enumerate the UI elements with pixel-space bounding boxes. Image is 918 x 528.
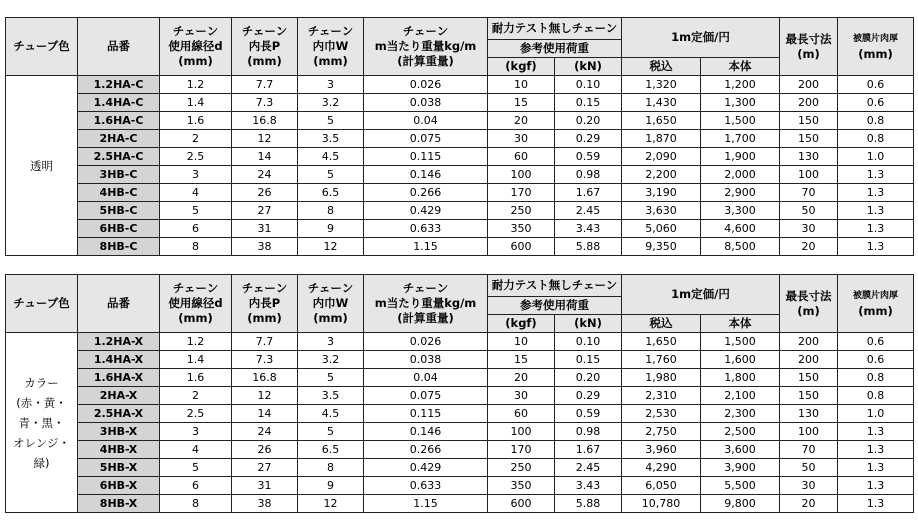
col-group-load-subtitle: 参考使用荷重 xyxy=(488,40,622,58)
inner-length-cell: 38 xyxy=(232,495,298,513)
col-thickness: 被膜片肉厚 (mm) xyxy=(838,18,914,76)
price-base-cell: 1,300 xyxy=(701,94,780,112)
price-tax-in-cell: 2,750 xyxy=(622,423,701,441)
wire-dia-cell: 1.6 xyxy=(160,369,232,387)
table-body xyxy=(6,76,914,256)
price-tax-in-cell: 5,060 xyxy=(622,220,701,238)
wire-dia-cell: 8 xyxy=(160,238,232,256)
inner-width-cell: 6.5 xyxy=(298,441,364,459)
max-length-cell: 20 xyxy=(780,238,838,256)
max-length-cell: 150 xyxy=(780,112,838,130)
max-length-cell: 100 xyxy=(780,423,838,441)
thickness-cell: 0.8 xyxy=(838,387,914,405)
thickness-cell: 1.0 xyxy=(838,148,914,166)
table-header xyxy=(6,275,914,333)
price-base-cell: 2,500 xyxy=(701,423,780,441)
load-kgf-cell: 350 xyxy=(488,220,555,238)
thickness-cell: 1.3 xyxy=(838,495,914,513)
price-tax-in-cell: 3,630 xyxy=(622,202,701,220)
table-row xyxy=(6,495,914,513)
inner-length-cell: 12 xyxy=(232,130,298,148)
inner-width-cell: 8 xyxy=(298,202,364,220)
price-base-cell: 1,600 xyxy=(701,351,780,369)
max-length-cell: 150 xyxy=(780,369,838,387)
price-tax-in-cell: 2,310 xyxy=(622,387,701,405)
wire-dia-cell: 3 xyxy=(160,166,232,184)
col-inner-width: チェーン 内巾W (mm) xyxy=(298,275,364,333)
model-cell: 1.4HA-C xyxy=(78,94,160,112)
inner-length-cell: 12 xyxy=(232,387,298,405)
load-kgf-cell: 350 xyxy=(488,477,555,495)
weight-cell: 0.633 xyxy=(364,220,488,238)
price-tax-in-cell: 3,190 xyxy=(622,184,701,202)
load-kn-cell: 0.59 xyxy=(555,148,622,166)
inner-length-cell: 24 xyxy=(232,423,298,441)
col-load-kgf: (kgf) xyxy=(488,315,555,333)
col-wire-dia: チェーン 使用線径d (mm) xyxy=(160,18,232,76)
max-length-cell: 100 xyxy=(780,166,838,184)
thickness-cell: 1.3 xyxy=(838,166,914,184)
price-base-cell: 5,500 xyxy=(701,477,780,495)
weight-cell: 0.04 xyxy=(364,112,488,130)
inner-width-cell: 3.5 xyxy=(298,130,364,148)
price-base-cell: 1,500 xyxy=(701,112,780,130)
col-tube-color: チューブ色 xyxy=(6,18,78,76)
inner-width-cell: 12 xyxy=(298,495,364,513)
inner-width-cell: 9 xyxy=(298,477,364,495)
weight-cell: 1.15 xyxy=(364,495,488,513)
price-tax-in-cell: 1,650 xyxy=(622,333,701,351)
max-length-cell: 150 xyxy=(780,130,838,148)
weight-cell: 1.15 xyxy=(364,238,488,256)
load-kn-cell: 0.15 xyxy=(555,351,622,369)
price-base-cell: 8,500 xyxy=(701,238,780,256)
col-load-kgf: (kgf) xyxy=(488,58,555,76)
inner-width-cell: 5 xyxy=(298,112,364,130)
max-length-cell: 50 xyxy=(780,459,838,477)
inner-length-cell: 26 xyxy=(232,184,298,202)
price-base-cell: 2,900 xyxy=(701,184,780,202)
inner-length-cell: 7.3 xyxy=(232,94,298,112)
price-base-cell: 1,900 xyxy=(701,148,780,166)
wire-dia-cell: 1.4 xyxy=(160,94,232,112)
price-tax-in-cell: 1,760 xyxy=(622,351,701,369)
model-cell: 2HA-C xyxy=(78,130,160,148)
load-kn-cell: 5.88 xyxy=(555,238,622,256)
load-kgf-cell: 60 xyxy=(488,148,555,166)
load-kgf-cell: 20 xyxy=(488,112,555,130)
weight-cell: 0.266 xyxy=(364,441,488,459)
model-cell: 2HA-X xyxy=(78,387,160,405)
price-base-cell: 1,700 xyxy=(701,130,780,148)
wire-dia-cell: 2.5 xyxy=(160,405,232,423)
load-kgf-cell: 20 xyxy=(488,369,555,387)
load-kn-cell: 0.10 xyxy=(555,76,622,94)
col-max-length: 最長寸法 (m) xyxy=(780,275,838,333)
model-cell: 5HB-C xyxy=(78,202,160,220)
price-tax-in-cell: 1,980 xyxy=(622,369,701,387)
model-cell: 1.6HA-X xyxy=(78,369,160,387)
col-price-tax-in: 税込 xyxy=(622,315,701,333)
inner-width-cell: 4.5 xyxy=(298,148,364,166)
wire-dia-cell: 1.2 xyxy=(160,76,232,94)
price-tax-in-cell: 2,090 xyxy=(622,148,701,166)
model-cell: 1.4HA-X xyxy=(78,351,160,369)
load-kn-cell: 0.98 xyxy=(555,166,622,184)
wire-dia-cell: 4 xyxy=(160,184,232,202)
spec-table-color xyxy=(5,274,914,513)
col-inner-width: チェーン 内巾W (mm) xyxy=(298,18,364,76)
load-kn-cell: 3.43 xyxy=(555,220,622,238)
table-row xyxy=(6,238,914,256)
price-base-cell: 1,500 xyxy=(701,333,780,351)
inner-length-cell: 24 xyxy=(232,166,298,184)
load-kn-cell: 0.10 xyxy=(555,333,622,351)
table-body xyxy=(6,333,914,513)
model-cell: 4HB-X xyxy=(78,441,160,459)
inner-width-cell: 3.2 xyxy=(298,94,364,112)
inner-length-cell: 16.8 xyxy=(232,369,298,387)
max-length-cell: 50 xyxy=(780,202,838,220)
table-row xyxy=(6,184,914,202)
col-price-base: 本体 xyxy=(701,58,780,76)
table-row xyxy=(6,459,914,477)
price-base-cell: 9,800 xyxy=(701,495,780,513)
price-tax-in-cell: 3,960 xyxy=(622,441,701,459)
table-row xyxy=(6,76,914,94)
inner-length-cell: 27 xyxy=(232,459,298,477)
inner-width-cell: 8 xyxy=(298,459,364,477)
inner-width-cell: 3 xyxy=(298,333,364,351)
price-base-cell: 3,900 xyxy=(701,459,780,477)
wire-dia-cell: 5 xyxy=(160,202,232,220)
weight-cell: 0.075 xyxy=(364,387,488,405)
inner-length-cell: 14 xyxy=(232,148,298,166)
price-tax-in-cell: 1,320 xyxy=(622,76,701,94)
model-cell: 8HB-C xyxy=(78,238,160,256)
max-length-cell: 200 xyxy=(780,351,838,369)
wire-dia-cell: 8 xyxy=(160,495,232,513)
load-kgf-cell: 170 xyxy=(488,184,555,202)
thickness-cell: 0.8 xyxy=(838,369,914,387)
load-kn-cell: 3.43 xyxy=(555,477,622,495)
load-kgf-cell: 30 xyxy=(488,130,555,148)
load-kgf-cell: 100 xyxy=(488,166,555,184)
col-max-length: 最長寸法 (m) xyxy=(780,18,838,76)
price-base-cell: 3,300 xyxy=(701,202,780,220)
thickness-cell: 0.8 xyxy=(838,112,914,130)
table-row xyxy=(6,202,914,220)
load-kgf-cell: 170 xyxy=(488,441,555,459)
col-group-load-title: 耐力テスト無しチェーン xyxy=(488,275,622,297)
load-kgf-cell: 10 xyxy=(488,333,555,351)
weight-cell: 0.146 xyxy=(364,423,488,441)
model-cell: 1.6HA-C xyxy=(78,112,160,130)
load-kn-cell: 0.15 xyxy=(555,94,622,112)
wire-dia-cell: 2 xyxy=(160,130,232,148)
inner-width-cell: 5 xyxy=(298,369,364,387)
inner-length-cell: 7.7 xyxy=(232,76,298,94)
col-weight: チェーン m当たり重量kg/m (計算重量) xyxy=(364,18,488,76)
weight-cell: 0.075 xyxy=(364,130,488,148)
inner-length-cell: 31 xyxy=(232,220,298,238)
load-kgf-cell: 600 xyxy=(488,495,555,513)
load-kgf-cell: 15 xyxy=(488,94,555,112)
inner-width-cell: 5 xyxy=(298,423,364,441)
load-kn-cell: 0.29 xyxy=(555,130,622,148)
col-load-kn: (kN) xyxy=(555,315,622,333)
load-kn-cell: 0.29 xyxy=(555,387,622,405)
inner-length-cell: 31 xyxy=(232,477,298,495)
table-row xyxy=(6,333,914,351)
model-cell: 6HB-X xyxy=(78,477,160,495)
thickness-cell: 0.8 xyxy=(838,130,914,148)
price-tax-in-cell: 2,200 xyxy=(622,166,701,184)
price-tax-in-cell: 9,350 xyxy=(622,238,701,256)
table-row xyxy=(6,220,914,238)
max-length-cell: 70 xyxy=(780,184,838,202)
model-cell: 2.5HA-C xyxy=(78,148,160,166)
col-tube-color: チューブ色 xyxy=(6,275,78,333)
thickness-cell: 1.3 xyxy=(838,202,914,220)
table-row xyxy=(6,387,914,405)
wire-dia-cell: 4 xyxy=(160,441,232,459)
col-load-kn: (kN) xyxy=(555,58,622,76)
price-tax-in-cell: 2,530 xyxy=(622,405,701,423)
load-kn-cell: 0.98 xyxy=(555,423,622,441)
inner-width-cell: 3.5 xyxy=(298,387,364,405)
model-cell: 2.5HA-X xyxy=(78,405,160,423)
max-length-cell: 130 xyxy=(780,405,838,423)
thickness-cell: 0.6 xyxy=(838,333,914,351)
max-length-cell: 20 xyxy=(780,495,838,513)
weight-cell: 0.146 xyxy=(364,166,488,184)
thickness-cell: 1.3 xyxy=(838,184,914,202)
wire-dia-cell: 1.4 xyxy=(160,351,232,369)
price-tax-in-cell: 10,780 xyxy=(622,495,701,513)
load-kn-cell: 2.45 xyxy=(555,202,622,220)
spec-table-clear xyxy=(5,17,914,256)
wire-dia-cell: 1.2 xyxy=(160,333,232,351)
load-kn-cell: 5.88 xyxy=(555,495,622,513)
load-kn-cell: 0.20 xyxy=(555,369,622,387)
col-group-load-subtitle: 参考使用荷重 xyxy=(488,297,622,315)
model-cell: 1.2HA-C xyxy=(78,76,160,94)
wire-dia-cell: 1.6 xyxy=(160,112,232,130)
table-row xyxy=(6,148,914,166)
weight-cell: 0.429 xyxy=(364,202,488,220)
thickness-cell: 1.3 xyxy=(838,441,914,459)
table-row xyxy=(6,369,914,387)
inner-length-cell: 16.8 xyxy=(232,112,298,130)
inner-length-cell: 26 xyxy=(232,441,298,459)
max-length-cell: 150 xyxy=(780,387,838,405)
load-kn-cell: 0.59 xyxy=(555,405,622,423)
wire-dia-cell: 6 xyxy=(160,220,232,238)
load-kgf-cell: 15 xyxy=(488,351,555,369)
wire-dia-cell: 6 xyxy=(160,477,232,495)
wire-dia-cell: 3 xyxy=(160,423,232,441)
table-row xyxy=(6,441,914,459)
price-tax-in-cell: 1,650 xyxy=(622,112,701,130)
weight-cell: 0.266 xyxy=(364,184,488,202)
tube-color-cell: 透明 xyxy=(6,76,78,256)
price-tax-in-cell: 1,870 xyxy=(622,130,701,148)
load-kgf-cell: 10 xyxy=(488,76,555,94)
weight-cell: 0.633 xyxy=(364,477,488,495)
table-row xyxy=(6,423,914,441)
price-tax-in-cell: 1,430 xyxy=(622,94,701,112)
load-kn-cell: 2.45 xyxy=(555,459,622,477)
max-length-cell: 130 xyxy=(780,148,838,166)
load-kgf-cell: 600 xyxy=(488,238,555,256)
price-base-cell: 3,600 xyxy=(701,441,780,459)
model-cell: 3HB-X xyxy=(78,423,160,441)
model-cell: 1.2HA-X xyxy=(78,333,160,351)
weight-cell: 0.04 xyxy=(364,369,488,387)
load-kgf-cell: 250 xyxy=(488,202,555,220)
inner-length-cell: 27 xyxy=(232,202,298,220)
weight-cell: 0.038 xyxy=(364,94,488,112)
inner-width-cell: 4.5 xyxy=(298,405,364,423)
thickness-cell: 1.3 xyxy=(838,220,914,238)
weight-cell: 0.429 xyxy=(364,459,488,477)
table-row xyxy=(6,166,914,184)
model-cell: 5HB-X xyxy=(78,459,160,477)
price-base-cell: 2,100 xyxy=(701,387,780,405)
col-inner-length: チェーン 内長P (mm) xyxy=(232,18,298,76)
thickness-cell: 0.6 xyxy=(838,76,914,94)
inner-width-cell: 5 xyxy=(298,166,364,184)
max-length-cell: 30 xyxy=(780,477,838,495)
col-price-tax-in: 税込 xyxy=(622,58,701,76)
col-price-base: 本体 xyxy=(701,315,780,333)
inner-length-cell: 14 xyxy=(232,405,298,423)
table-row xyxy=(6,477,914,495)
price-base-cell: 4,600 xyxy=(701,220,780,238)
load-kgf-cell: 30 xyxy=(488,387,555,405)
col-group-price: 1m定価/円 xyxy=(622,275,780,315)
inner-length-cell: 38 xyxy=(232,238,298,256)
load-kgf-cell: 100 xyxy=(488,423,555,441)
thickness-cell: 0.6 xyxy=(838,351,914,369)
load-kn-cell: 1.67 xyxy=(555,184,622,202)
wire-dia-cell: 5 xyxy=(160,459,232,477)
thickness-cell: 1.0 xyxy=(838,405,914,423)
max-length-cell: 30 xyxy=(780,220,838,238)
table-header xyxy=(6,18,914,76)
col-wire-dia: チェーン 使用線径d (mm) xyxy=(160,275,232,333)
price-tax-in-cell: 6,050 xyxy=(622,477,701,495)
load-kgf-cell: 250 xyxy=(488,459,555,477)
col-group-price: 1m定価/円 xyxy=(622,18,780,58)
thickness-cell: 1.3 xyxy=(838,459,914,477)
inner-width-cell: 9 xyxy=(298,220,364,238)
model-cell: 3HB-C xyxy=(78,166,160,184)
table-row xyxy=(6,112,914,130)
inner-width-cell: 3.2 xyxy=(298,351,364,369)
weight-cell: 0.115 xyxy=(364,405,488,423)
col-weight: チェーン m当たり重量kg/m (計算重量) xyxy=(364,275,488,333)
table-row xyxy=(6,351,914,369)
price-base-cell: 1,200 xyxy=(701,76,780,94)
table-row xyxy=(6,405,914,423)
model-cell: 4HB-C xyxy=(78,184,160,202)
price-base-cell: 2,300 xyxy=(701,405,780,423)
inner-width-cell: 12 xyxy=(298,238,364,256)
inner-length-cell: 7.7 xyxy=(232,333,298,351)
weight-cell: 0.026 xyxy=(364,76,488,94)
thickness-cell: 1.3 xyxy=(838,423,914,441)
wire-dia-cell: 2 xyxy=(160,387,232,405)
weight-cell: 0.038 xyxy=(364,351,488,369)
price-base-cell: 1,800 xyxy=(701,369,780,387)
max-length-cell: 200 xyxy=(780,94,838,112)
col-model: 品番 xyxy=(78,275,160,333)
max-length-cell: 200 xyxy=(780,76,838,94)
price-base-cell: 2,000 xyxy=(701,166,780,184)
table-row xyxy=(6,94,914,112)
load-kn-cell: 0.20 xyxy=(555,112,622,130)
inner-width-cell: 3 xyxy=(298,76,364,94)
table-row xyxy=(6,130,914,148)
load-kgf-cell: 60 xyxy=(488,405,555,423)
weight-cell: 0.026 xyxy=(364,333,488,351)
model-cell: 6HB-C xyxy=(78,220,160,238)
thickness-cell: 0.6 xyxy=(838,94,914,112)
inner-length-cell: 7.3 xyxy=(232,351,298,369)
wire-dia-cell: 2.5 xyxy=(160,148,232,166)
model-cell: 8HB-X xyxy=(78,495,160,513)
tube-color-cell: カラー (赤・黄・ 青・黒・ オレンジ・ 緑) xyxy=(6,333,78,513)
col-model: 品番 xyxy=(78,18,160,76)
col-thickness: 被膜片肉厚 (mm) xyxy=(838,275,914,333)
inner-width-cell: 6.5 xyxy=(298,184,364,202)
thickness-cell: 1.3 xyxy=(838,238,914,256)
weight-cell: 0.115 xyxy=(364,148,488,166)
price-tax-in-cell: 4,290 xyxy=(622,459,701,477)
max-length-cell: 200 xyxy=(780,333,838,351)
max-length-cell: 70 xyxy=(780,441,838,459)
thickness-cell: 1.3 xyxy=(838,477,914,495)
col-group-load-title: 耐力テスト無しチェーン xyxy=(488,18,622,40)
load-kn-cell: 1.67 xyxy=(555,441,622,459)
col-inner-length: チェーン 内長P (mm) xyxy=(232,275,298,333)
